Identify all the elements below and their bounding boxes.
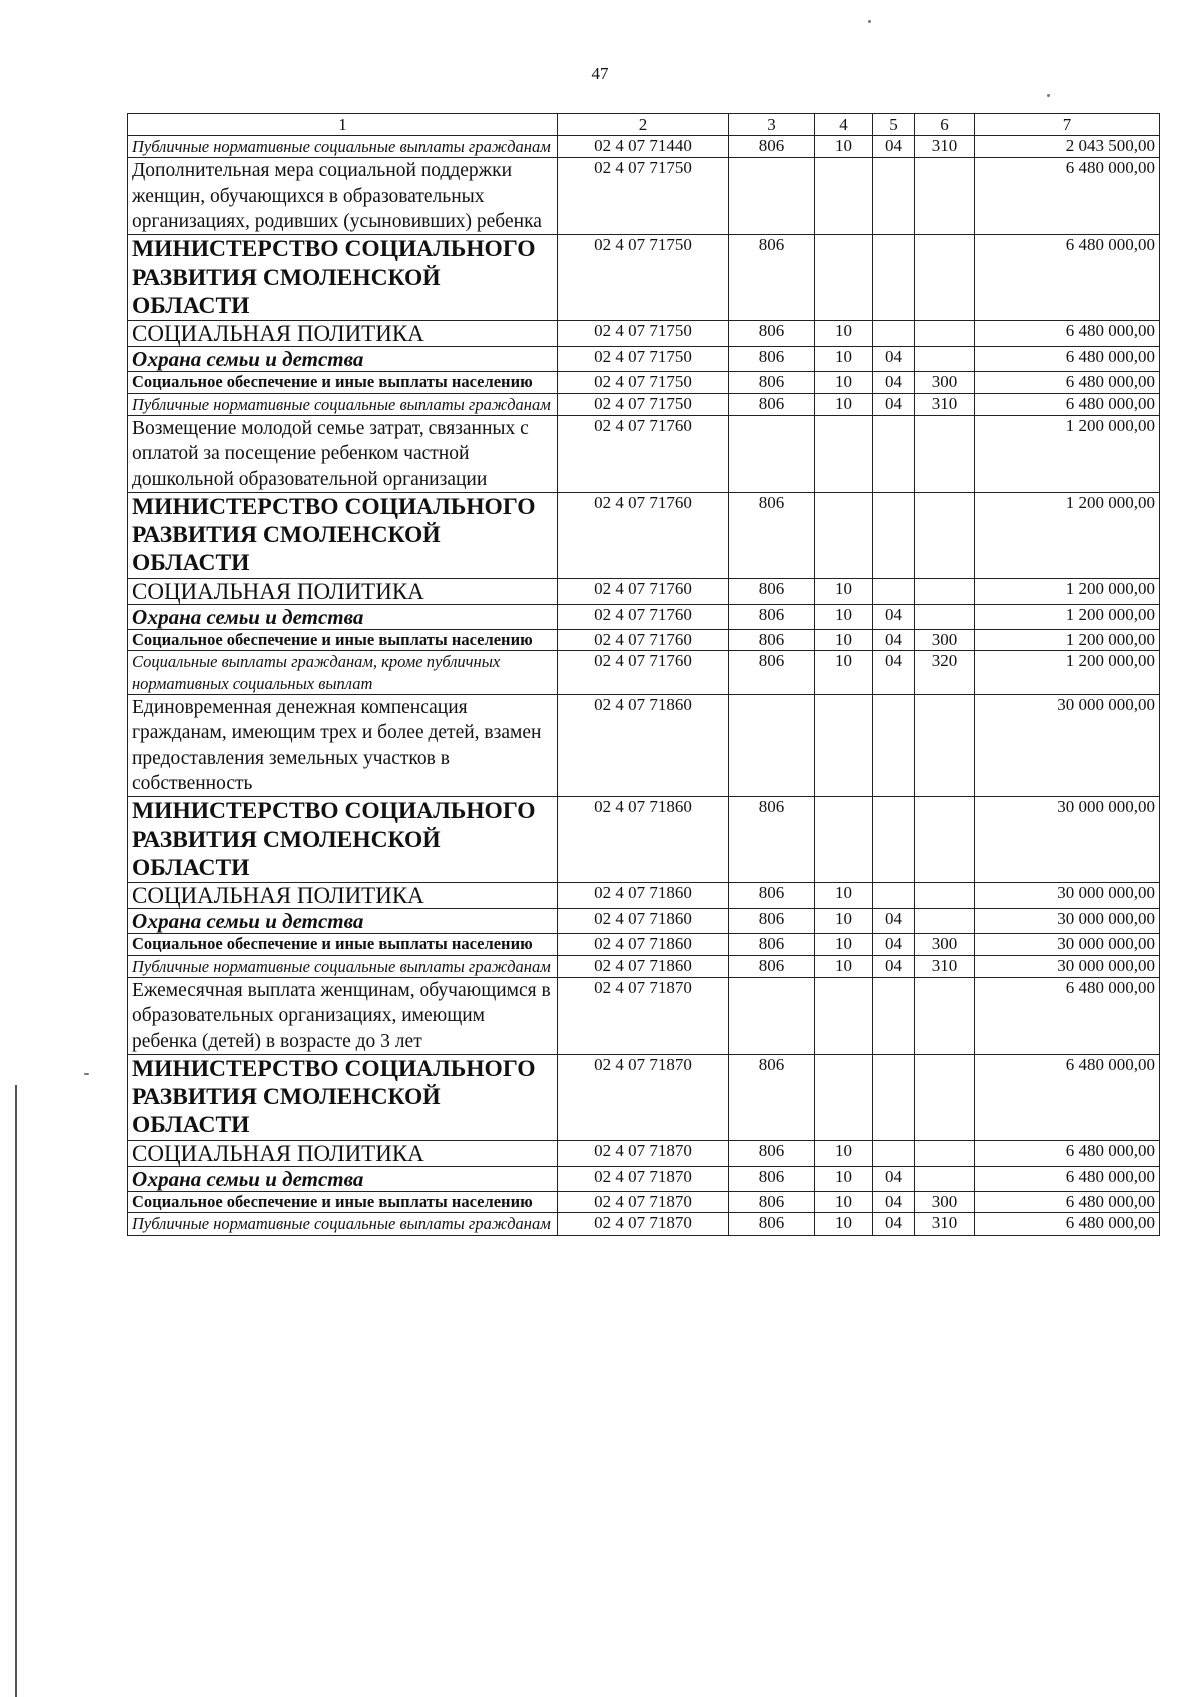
ministry-code: 806 bbox=[729, 372, 815, 393]
expense-type-code bbox=[915, 1166, 975, 1191]
subsection-code: 04 bbox=[873, 372, 915, 393]
ministry-code: 806 bbox=[729, 909, 815, 934]
target-article-code: 02 4 07 71870 bbox=[558, 1055, 729, 1141]
subsection-code: 04 bbox=[873, 934, 915, 955]
column-header: 4 bbox=[815, 114, 873, 136]
table-row bbox=[128, 797, 1160, 883]
ministry-code bbox=[729, 978, 815, 1055]
ministry-code: 806 bbox=[729, 934, 815, 955]
section-code bbox=[815, 1055, 873, 1141]
table-row bbox=[128, 604, 1160, 629]
ministry-code: 806 bbox=[729, 1192, 815, 1213]
ministry-code: 806 bbox=[729, 493, 815, 579]
section-code: 10 bbox=[815, 372, 873, 393]
subsection-code: 04 bbox=[873, 630, 915, 651]
row-name: Публичные нормативные социальные выплаты гражданам bbox=[128, 1213, 558, 1235]
ministry-code: 806 bbox=[729, 1166, 815, 1191]
ministry-code: 806 bbox=[729, 578, 815, 604]
amount: 1 200 000,00 bbox=[975, 493, 1160, 579]
ministry-code bbox=[729, 695, 815, 797]
expense-type-code: 310 bbox=[915, 393, 975, 415]
scan-speck bbox=[84, 1073, 89, 1075]
expense-type-code: 300 bbox=[915, 934, 975, 955]
table-row bbox=[128, 1055, 1160, 1141]
amount: 6 480 000,00 bbox=[975, 1140, 1160, 1166]
expense-type-code bbox=[915, 416, 975, 493]
table-row bbox=[128, 651, 1160, 695]
amount: 1 200 000,00 bbox=[975, 651, 1160, 695]
target-article-code: 02 4 07 71750 bbox=[558, 372, 729, 393]
table-row bbox=[128, 909, 1160, 934]
ministry-code: 806 bbox=[729, 630, 815, 651]
subsection-code: 04 bbox=[873, 651, 915, 695]
row-name: Единовременная денежная компенсация гражданам, имеющим трех и более детей, взамен предоставления земельных участков в собственность bbox=[128, 695, 558, 797]
ministry-code: 806 bbox=[729, 347, 815, 372]
ministry-code: 806 bbox=[729, 393, 815, 415]
row-name: Ежемесячная выплата женщинам, обучающимся в образовательных организациях, имеющим ребенка (детей) в возрасте до 3 лет bbox=[128, 978, 558, 1055]
table-row bbox=[128, 493, 1160, 579]
section-code bbox=[815, 695, 873, 797]
expense-type-code bbox=[915, 978, 975, 1055]
target-article-code: 02 4 07 71760 bbox=[558, 604, 729, 629]
subsection-code bbox=[873, 1140, 915, 1166]
table-row bbox=[128, 158, 1160, 235]
table-row bbox=[128, 1140, 1160, 1166]
section-code: 10 bbox=[815, 321, 873, 347]
target-article-code: 02 4 07 71860 bbox=[558, 797, 729, 883]
expense-type-code: 300 bbox=[915, 372, 975, 393]
target-article-code: 02 4 07 71760 bbox=[558, 651, 729, 695]
subsection-code bbox=[873, 978, 915, 1055]
column-header: 3 bbox=[729, 114, 815, 136]
ministry-code: 806 bbox=[729, 1213, 815, 1235]
expense-type-code bbox=[915, 883, 975, 909]
amount: 1 200 000,00 bbox=[975, 416, 1160, 493]
row-name: Дополнительная мера социальной поддержки женщин, обучающихся в образовательных организациях, родивших (усыновивших) ребенка bbox=[128, 158, 558, 235]
amount: 6 480 000,00 bbox=[975, 393, 1160, 415]
subsection-code: 04 bbox=[873, 1213, 915, 1235]
amount: 6 480 000,00 bbox=[975, 235, 1160, 321]
target-article-code: 02 4 07 71760 bbox=[558, 630, 729, 651]
column-header: 5 bbox=[873, 114, 915, 136]
expense-type-code bbox=[915, 321, 975, 347]
section-code: 10 bbox=[815, 604, 873, 629]
ministry-code: 806 bbox=[729, 797, 815, 883]
column-header: 1 bbox=[128, 114, 558, 136]
table-body bbox=[128, 136, 1160, 1236]
row-name: Социальное обеспечение и иные выплаты населению bbox=[128, 372, 558, 393]
row-name: Социальное обеспечение и иные выплаты населению bbox=[128, 630, 558, 651]
expense-type-code: 300 bbox=[915, 1192, 975, 1213]
table-row bbox=[128, 136, 1160, 158]
expense-type-code bbox=[915, 347, 975, 372]
table-row bbox=[128, 955, 1160, 977]
amount: 6 480 000,00 bbox=[975, 347, 1160, 372]
target-article-code: 02 4 07 71750 bbox=[558, 158, 729, 235]
page-number: 47 bbox=[591, 64, 609, 83]
section-code bbox=[815, 493, 873, 579]
expense-type-code: 300 bbox=[915, 630, 975, 651]
expense-type-code bbox=[915, 695, 975, 797]
section-code: 10 bbox=[815, 955, 873, 977]
target-article-code: 02 4 07 71750 bbox=[558, 235, 729, 321]
subsection-code bbox=[873, 578, 915, 604]
subsection-code: 04 bbox=[873, 1166, 915, 1191]
subsection-code: 04 bbox=[873, 604, 915, 629]
row-name: Социальное обеспечение и иные выплаты населению bbox=[128, 934, 558, 955]
table-row bbox=[128, 978, 1160, 1055]
section-code: 10 bbox=[815, 651, 873, 695]
amount: 6 480 000,00 bbox=[975, 321, 1160, 347]
row-name: МИНИСТЕРСТВО СОЦИАЛЬНОГО РАЗВИТИЯ СМОЛЕНСКОЙ ОБЛАСТИ bbox=[128, 493, 558, 579]
amount: 1 200 000,00 bbox=[975, 578, 1160, 604]
ministry-code: 806 bbox=[729, 651, 815, 695]
ministry-code: 806 bbox=[729, 604, 815, 629]
section-code: 10 bbox=[815, 883, 873, 909]
scan-edge-mark bbox=[15, 1085, 17, 1697]
section-code: 10 bbox=[815, 578, 873, 604]
scan-speck bbox=[1047, 94, 1050, 97]
target-article-code: 02 4 07 71860 bbox=[558, 883, 729, 909]
table-row bbox=[128, 372, 1160, 393]
ministry-code: 806 bbox=[729, 136, 815, 158]
row-name: Охрана семьи и детства bbox=[128, 1166, 558, 1191]
amount: 30 000 000,00 bbox=[975, 883, 1160, 909]
section-code: 10 bbox=[815, 934, 873, 955]
amount: 6 480 000,00 bbox=[975, 158, 1160, 235]
amount: 6 480 000,00 bbox=[975, 1192, 1160, 1213]
scan-speck bbox=[868, 20, 871, 23]
expense-type-code bbox=[915, 578, 975, 604]
subsection-code: 04 bbox=[873, 955, 915, 977]
target-article-code: 02 4 07 71860 bbox=[558, 695, 729, 797]
expense-type-code bbox=[915, 158, 975, 235]
section-code bbox=[815, 416, 873, 493]
target-article-code: 02 4 07 71760 bbox=[558, 493, 729, 579]
subsection-code bbox=[873, 416, 915, 493]
amount: 30 000 000,00 bbox=[975, 797, 1160, 883]
subsection-code: 04 bbox=[873, 1192, 915, 1213]
row-name: МИНИСТЕРСТВО СОЦИАЛЬНОГО РАЗВИТИЯ СМОЛЕНСКОЙ ОБЛАСТИ bbox=[128, 235, 558, 321]
budget-table bbox=[127, 113, 1160, 1236]
expense-type-code bbox=[915, 797, 975, 883]
expense-type-code: 310 bbox=[915, 1213, 975, 1235]
ministry-code: 806 bbox=[729, 1140, 815, 1166]
subsection-code bbox=[873, 493, 915, 579]
expense-type-code bbox=[915, 604, 975, 629]
header-row bbox=[128, 114, 1160, 136]
section-code: 10 bbox=[815, 1192, 873, 1213]
table-row bbox=[128, 934, 1160, 955]
section-code bbox=[815, 235, 873, 321]
table-row bbox=[128, 416, 1160, 493]
section-code bbox=[815, 978, 873, 1055]
target-article-code: 02 4 07 71860 bbox=[558, 955, 729, 977]
row-name: Охрана семьи и детства bbox=[128, 909, 558, 934]
ministry-code: 806 bbox=[729, 955, 815, 977]
target-article-code: 02 4 07 71760 bbox=[558, 578, 729, 604]
column-header: 6 bbox=[915, 114, 975, 136]
row-name: Социальные выплаты гражданам, кроме публичных нормативных социальных выплат bbox=[128, 651, 558, 695]
row-name: Охрана семьи и детства bbox=[128, 347, 558, 372]
row-name: Публичные нормативные социальные выплаты гражданам bbox=[128, 955, 558, 977]
section-code: 10 bbox=[815, 393, 873, 415]
expense-type-code bbox=[915, 1055, 975, 1141]
table-row bbox=[128, 321, 1160, 347]
table-row bbox=[128, 578, 1160, 604]
row-name: СОЦИАЛЬНАЯ ПОЛИТИКА bbox=[128, 578, 558, 604]
amount: 6 480 000,00 bbox=[975, 978, 1160, 1055]
subsection-code bbox=[873, 695, 915, 797]
subsection-code bbox=[873, 235, 915, 321]
ministry-code: 806 bbox=[729, 235, 815, 321]
ministry-code: 806 bbox=[729, 1055, 815, 1141]
amount: 6 480 000,00 bbox=[975, 372, 1160, 393]
target-article-code: 02 4 07 71750 bbox=[558, 393, 729, 415]
subsection-code: 04 bbox=[873, 909, 915, 934]
expense-type-code bbox=[915, 493, 975, 579]
subsection-code bbox=[873, 883, 915, 909]
table-row bbox=[128, 1192, 1160, 1213]
amount: 1 200 000,00 bbox=[975, 630, 1160, 651]
table-header bbox=[128, 114, 1160, 136]
section-code bbox=[815, 797, 873, 883]
expense-type-code: 310 bbox=[915, 136, 975, 158]
row-name: Возмещение молодой семье затрат, связанных с оплатой за посещение ребенком частной дошкольной образовательной организации bbox=[128, 416, 558, 493]
table-row bbox=[128, 883, 1160, 909]
section-code: 10 bbox=[815, 909, 873, 934]
target-article-code: 02 4 07 71870 bbox=[558, 1192, 729, 1213]
expense-type-code bbox=[915, 909, 975, 934]
amount: 1 200 000,00 bbox=[975, 604, 1160, 629]
subsection-code bbox=[873, 1055, 915, 1141]
amount: 6 480 000,00 bbox=[975, 1055, 1160, 1141]
table-row bbox=[128, 347, 1160, 372]
amount: 30 000 000,00 bbox=[975, 955, 1160, 977]
section-code: 10 bbox=[815, 630, 873, 651]
section-code bbox=[815, 158, 873, 235]
target-article-code: 02 4 07 71750 bbox=[558, 347, 729, 372]
ministry-code bbox=[729, 158, 815, 235]
amount: 2 043 500,00 bbox=[975, 136, 1160, 158]
ministry-code: 806 bbox=[729, 883, 815, 909]
row-name: Социальное обеспечение и иные выплаты населению bbox=[128, 1192, 558, 1213]
subsection-code bbox=[873, 797, 915, 883]
row-name: СОЦИАЛЬНАЯ ПОЛИТИКА bbox=[128, 321, 558, 347]
target-article-code: 02 4 07 71440 bbox=[558, 136, 729, 158]
subsection-code bbox=[873, 321, 915, 347]
row-name: Охрана семьи и детства bbox=[128, 604, 558, 629]
table-row bbox=[128, 235, 1160, 321]
section-code: 10 bbox=[815, 1140, 873, 1166]
subsection-code: 04 bbox=[873, 393, 915, 415]
row-name: Публичные нормативные социальные выплаты гражданам bbox=[128, 393, 558, 415]
target-article-code: 02 4 07 71860 bbox=[558, 909, 729, 934]
row-name: МИНИСТЕРСТВО СОЦИАЛЬНОГО РАЗВИТИЯ СМОЛЕНСКОЙ ОБЛАСТИ bbox=[128, 797, 558, 883]
column-header: 7 bbox=[975, 114, 1160, 136]
expense-type-code: 310 bbox=[915, 955, 975, 977]
section-code: 10 bbox=[815, 1166, 873, 1191]
table-row bbox=[128, 1166, 1160, 1191]
expense-type-code bbox=[915, 1140, 975, 1166]
target-article-code: 02 4 07 71870 bbox=[558, 1140, 729, 1166]
target-article-code: 02 4 07 71870 bbox=[558, 1166, 729, 1191]
section-code: 10 bbox=[815, 1213, 873, 1235]
subsection-code bbox=[873, 158, 915, 235]
section-code: 10 bbox=[815, 347, 873, 372]
amount: 6 480 000,00 bbox=[975, 1166, 1160, 1191]
ministry-code: 806 bbox=[729, 321, 815, 347]
subsection-code: 04 bbox=[873, 136, 915, 158]
target-article-code: 02 4 07 71760 bbox=[558, 416, 729, 493]
target-article-code: 02 4 07 71750 bbox=[558, 321, 729, 347]
row-name: Публичные нормативные социальные выплаты гражданам bbox=[128, 136, 558, 158]
amount: 30 000 000,00 bbox=[975, 695, 1160, 797]
subsection-code: 04 bbox=[873, 347, 915, 372]
amount: 30 000 000,00 bbox=[975, 934, 1160, 955]
row-name: СОЦИАЛЬНАЯ ПОЛИТИКА bbox=[128, 1140, 558, 1166]
table-row bbox=[128, 393, 1160, 415]
table-row bbox=[128, 1213, 1160, 1235]
expense-type-code: 320 bbox=[915, 651, 975, 695]
ministry-code bbox=[729, 416, 815, 493]
column-header: 2 bbox=[558, 114, 729, 136]
table-row bbox=[128, 630, 1160, 651]
target-article-code: 02 4 07 71870 bbox=[558, 978, 729, 1055]
target-article-code: 02 4 07 71860 bbox=[558, 934, 729, 955]
amount: 30 000 000,00 bbox=[975, 909, 1160, 934]
amount: 6 480 000,00 bbox=[975, 1213, 1160, 1235]
section-code: 10 bbox=[815, 136, 873, 158]
expense-type-code bbox=[915, 235, 975, 321]
table-row bbox=[128, 695, 1160, 797]
target-article-code: 02 4 07 71870 bbox=[558, 1213, 729, 1235]
row-name: МИНИСТЕРСТВО СОЦИАЛЬНОГО РАЗВИТИЯ СМОЛЕНСКОЙ ОБЛАСТИ bbox=[128, 1055, 558, 1141]
row-name: СОЦИАЛЬНАЯ ПОЛИТИКА bbox=[128, 883, 558, 909]
